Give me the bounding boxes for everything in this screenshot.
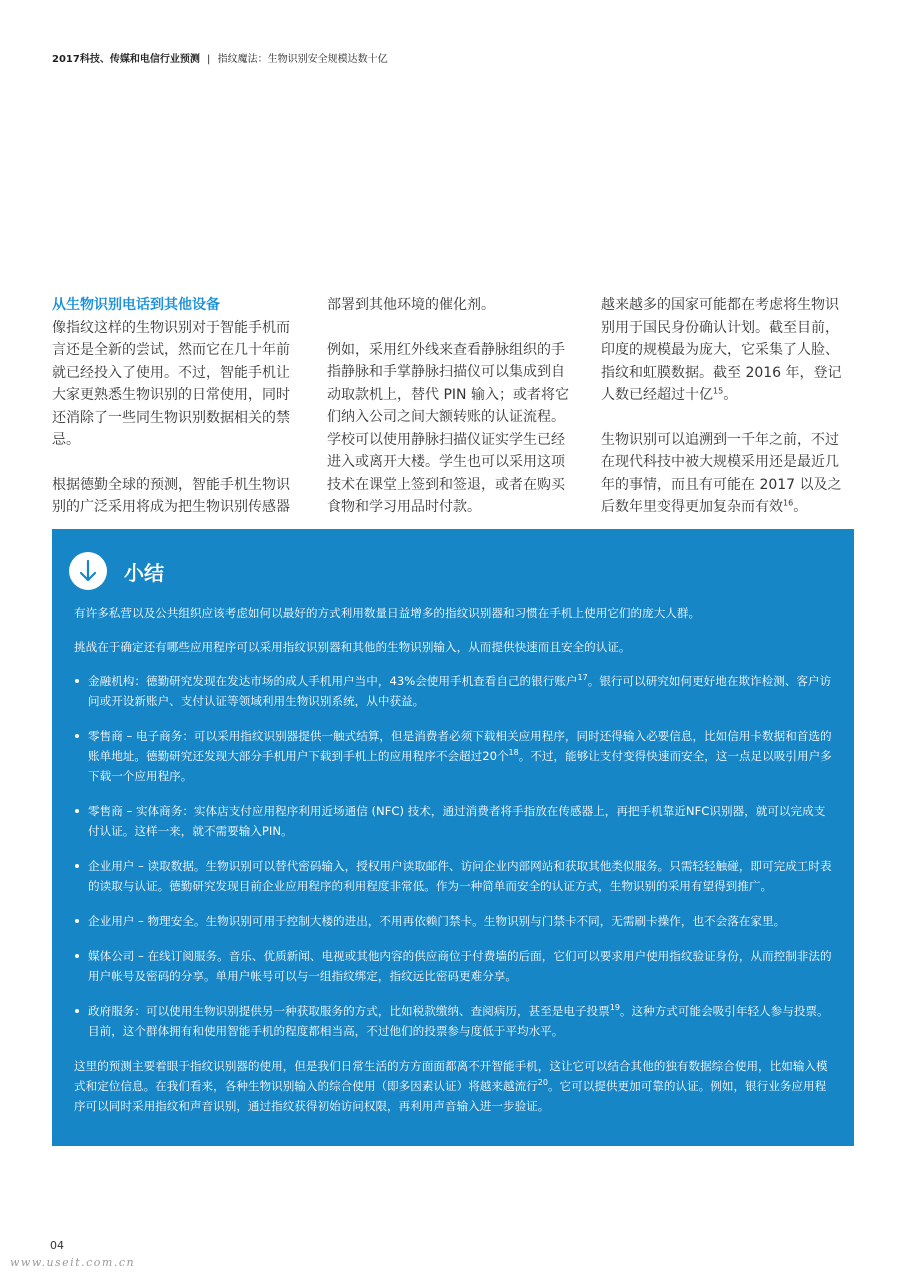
bullet-item: 政府服务：可以使用生物识别提供另一种获取服务的方式，比如税款缴纳、查阅病历，甚至是电子投票$^{19}$。这种方式可能会吸引年轻人参与投票。目前，这个群体拥有和使用智能手机的程度都相当高，不过他们的投票参与度低于平均水平。 [74,1001,832,1041]
footnote-ref: 19 [609,1003,620,1013]
text-column-1 [52,294,298,519]
page-number: 04 [50,1239,64,1252]
text-column-2 [327,294,573,519]
footnote-ref: 17 [577,673,588,683]
paragraph: 部署到其他环境的催化剂。 [327,297,495,313]
summary-header [74,549,832,593]
report-title: 2017科技、传媒和电信行业预测 [52,54,200,65]
paragraph-text: 生物识别可以追溯到一千年之前，不过在现代科技中被大规模采用还是最近几年的事情，而且有可能在 2017 以及之后数年里变得更加复杂而有效 [601,431,842,515]
paragraph: 根据德勤全球的预测，智能手机生物识别的广泛采用将成为把生物识别传感器 [52,476,290,515]
bullet-item: 零售商 – 电子商务：可以采用指纹识别器提供一触式结算，但是消费者必须下载相关应用程序，同时还得输入必要信息，比如信用卡数据和首选的账单地址。德勤研究还发现大部分手机用户下载到手机上的应用程序不会超过20个$^{18}$。不过，能够让支付变得快速而安全，这一点足以吸引用户多下载一个应用程序。 [74,726,832,786]
bullet-item: 金融机构：德勤研究发现在发达市场的成人手机用户当中，43%会使用手机查看自己的银行账户$^{17}$。银行可以研究如何更好地在欺诈检测、客户访问或开设新账户、支付认证等领域利用生物识别系统，从中获益。 [74,671,832,711]
paragraph [601,294,847,407]
bullet-item: 企业用户 – 物理安全。生物识别可用于控制大楼的进出，不用再依赖门禁卡。生物识别与门禁卡不同，无需刷卡操作，也不会落在家里。 [74,911,832,931]
footnote-ref: 15 [713,386,724,396]
section-heading: 从生物识别电话到其他设备 [52,297,220,313]
summary-box [52,529,854,1146]
paragraph-end: 。 [723,387,738,403]
paragraph-end: 。 [793,499,808,515]
down-arrow-icon [69,552,107,590]
footnote-ref: 16 [783,498,794,508]
footnote-ref: 20 [537,1078,548,1088]
paragraph: 像指纹这样的生物识别对于智能手机而言还是全新的尝试，然而它在几十年前就已经投入了使用。不过，智能手机让大家更熟悉生物识别的日常使用，同时还消除了一些同生物识别数据相关的禁忌。 [52,319,290,448]
paragraph: 例如，采用红外线来查看静脉组织的手指静脉和手掌静脉扫描仪可以集成到自动取款机上，替代 PIN 输入；或者将它们纳入公司之间大额转账的认证流程。学校可以使用静脉扫描仪证实学生已经进入或离开大楼。学生也可以采用这项技术在课堂上签到和签退，或者在购买食物和学习用品时付款。 [327,341,569,515]
watermark: www.useit.com.cn [10,1256,136,1269]
bullet-item: 企业用户 – 读取数据。生物识别可以替代密码输入，授权用户读取邮件、访问企业内部网站和获取其他类似服务。只需轻轻触碰，即可完成工时表的读取与认证。德勤研究发现目前企业应用程序的利用程度非常低。作为一种简单而安全的认证方式，生物识别的采用有望得到推广。 [74,856,832,896]
summary-title: 小结 [124,560,164,585]
paragraph-text: 越来越多的国家可能都在考虑将生物识别用于国民身份确认计划。截至目前，印度的规模最为庞大，它采集了人脸、指纹和虹膜数据。截至 2016 年，登记人数已经超过十亿 [601,297,842,403]
summary-bullet-list [74,671,832,1041]
bullet-item: 媒体公司 – 在线订阅服务。音乐、优质新闻、电视或其他内容的供应商位于付费墙的后面，它们可以要求用户使用指纹验证身份，从而控制非法的用户帐号及密码的分享。单用户帐号可以与一组指纹绑定，指纹远比密码更难分享。 [74,946,832,986]
text-column-3 [601,294,847,519]
summary-closing: 这里的预测主要着眼于指纹识别器的使用，但是我们日常生活的方方面面都离不开智能手机，这让它可以结合其他的独有数据综合使用，比如输入模式和定位信息。在我们看来，各种生物识别输入的综合使用（即多因素认证）将越来越流行$^{20}$。它可以提供更加可靠的认证。例如，银行业务应用程序可以同时采用指纹和声音识别，通过指纹获得初始访问权限，再利用声音输入进一步验证。 [74,1059,828,1113]
header-separator: | [207,54,211,65]
summary-intro: 有许多私营以及公共组织应该考虑如何以最好的方式利用数量日益增多的指纹识别器和习惯在手机上使用它们的庞大人群。 [74,606,701,620]
running-header [52,50,388,65]
summary-intro: 挑战在于确定还有哪些应用程序可以采用指纹识别器和其他的生物识别输入，从而提供快速而且安全的认证。 [74,640,631,654]
chapter-title: 指纹魔法：生物识别安全规模达数十亿 [217,54,388,65]
paragraph [601,429,847,519]
footnote-ref: 18 [508,748,519,758]
bullet-item: 零售商 – 实体商务：实体店支付应用程序利用近场通信 (NFC) 技术，通过消费者将手指放在传感器上，再把手机靠近NFC识别器，就可以完成支付认证。这样一来，就不需要输入PIN。 [74,801,832,841]
